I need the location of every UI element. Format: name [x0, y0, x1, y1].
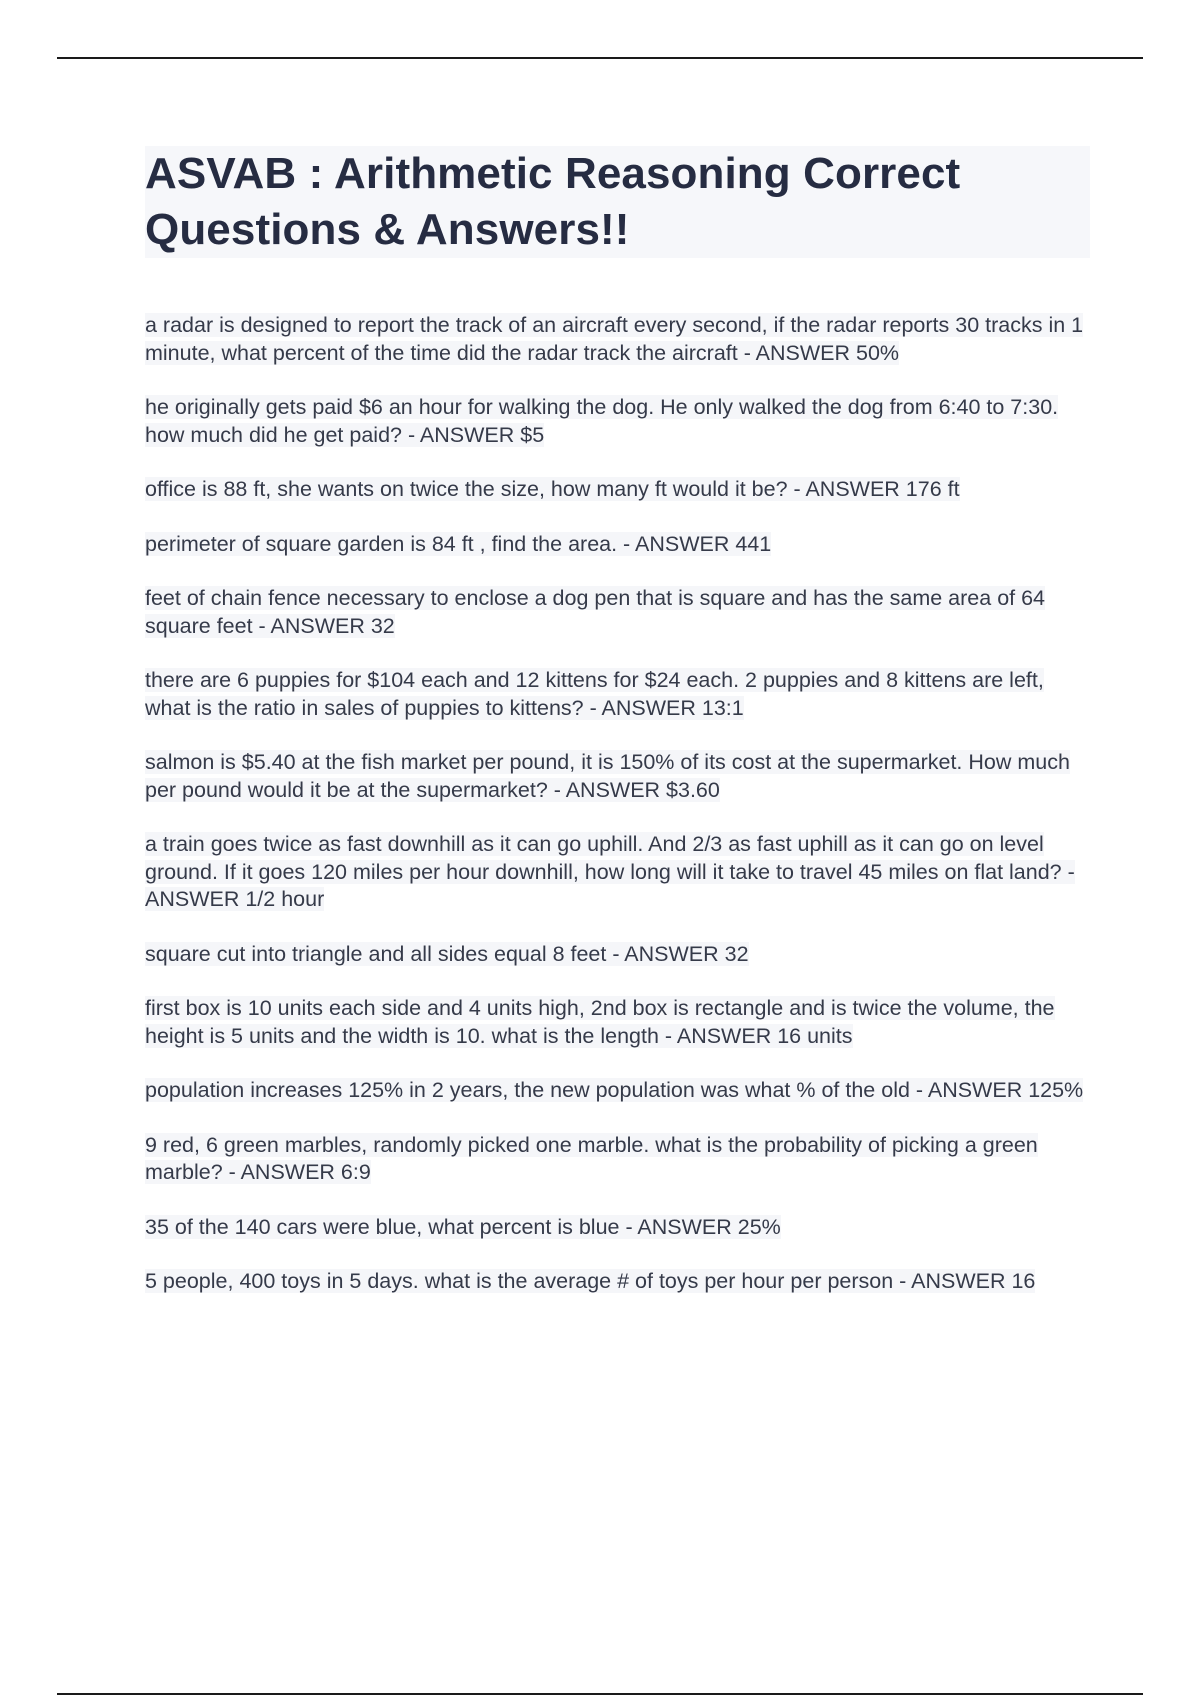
qa-item — [145, 1214, 1090, 1242]
top-rule — [57, 57, 1143, 59]
qa-item — [145, 1077, 1090, 1105]
qa-item — [145, 1132, 1090, 1187]
qa-text: population increases 125% in 2 years, the new population was what % of the old - ANSWER 125% — [145, 1078, 1084, 1102]
qa-item — [145, 749, 1090, 804]
qa-text: perimeter of square garden is 84 ft , find the area. - ANSWER 441 — [145, 531, 772, 556]
qa-text: a radar is designed to report the track of an aircraft every second, if the radar reports 30 tracks in 1 minute, what percent of the time did the radar track the aircraft - ANSWER 50% — [145, 313, 1084, 365]
qa-item — [145, 667, 1090, 722]
bottom-rule — [57, 1693, 1143, 1695]
qa-item — [145, 394, 1090, 449]
qa-text: first box is 10 units each side and 4 units high, 2nd box is rectangle and is twice the volume, the height is 5 units and the width is 10. what is the length - ANSWER 16 units — [145, 996, 1055, 1048]
qa-item — [145, 831, 1090, 914]
qa-item — [145, 312, 1090, 367]
qa-text: 5 people, 400 toys in 5 days. what is the average # of toys per hour per person - ANSWER 16 — [145, 1269, 1036, 1293]
qa-text: office is 88 ft, she wants on twice the size, how many ft would it be? - ANSWER 176 ft — [145, 477, 960, 501]
qa-text: 9 red, 6 green marbles, randomly picked one marble. what is the probability of picking a green marble? - ANSWER 6:9 — [145, 1132, 1038, 1184]
qa-item — [145, 476, 1090, 504]
qa-list — [145, 312, 1090, 1296]
qa-item — [145, 531, 1090, 559]
title-block — [145, 146, 1090, 258]
qa-text: salmon is $5.40 at the fish market per pound, it is 150% of its cost at the supermarket. How much per pound would it be at the supermarket? - ANSWER $3.60 — [145, 750, 1070, 802]
qa-item — [145, 1268, 1090, 1296]
qa-text: a train goes twice as fast downhill as it can go uphill. And 2/3 as fast uphill as it can go on level ground. If it goes 120 miles per hour downhill, how long will it take to travel 45 miles on flat land? - ANSWER 1/2 hour — [145, 832, 1075, 911]
qa-text: square cut into triangle and all sides equal 8 feet - ANSWER 32 — [145, 941, 749, 966]
page-title: ASVAB : Arithmetic Reasoning Correct Questions & Answers!! — [145, 149, 961, 254]
qa-text: he originally gets paid $6 an hour for walking the dog. He only walked the dog from 6:40 to 7:30. how much did he get paid? - ANSWER $5 — [145, 395, 1059, 447]
qa-item — [145, 995, 1090, 1050]
qa-text: there are 6 puppies for $104 each and 12 kittens for $24 each. 2 puppies and 8 kittens are left, what is the ratio in sales of puppies to kittens? - ANSWER 13:1 — [145, 668, 1044, 720]
qa-item — [145, 941, 1090, 969]
qa-text: feet of chain fence necessary to enclose a dog pen that is square and has the same area of 64 square feet - ANSWER 32 — [145, 586, 1046, 638]
qa-item — [145, 585, 1090, 640]
qa-text: 35 of the 140 cars were blue, what percent is blue - ANSWER 25% — [145, 1214, 781, 1239]
